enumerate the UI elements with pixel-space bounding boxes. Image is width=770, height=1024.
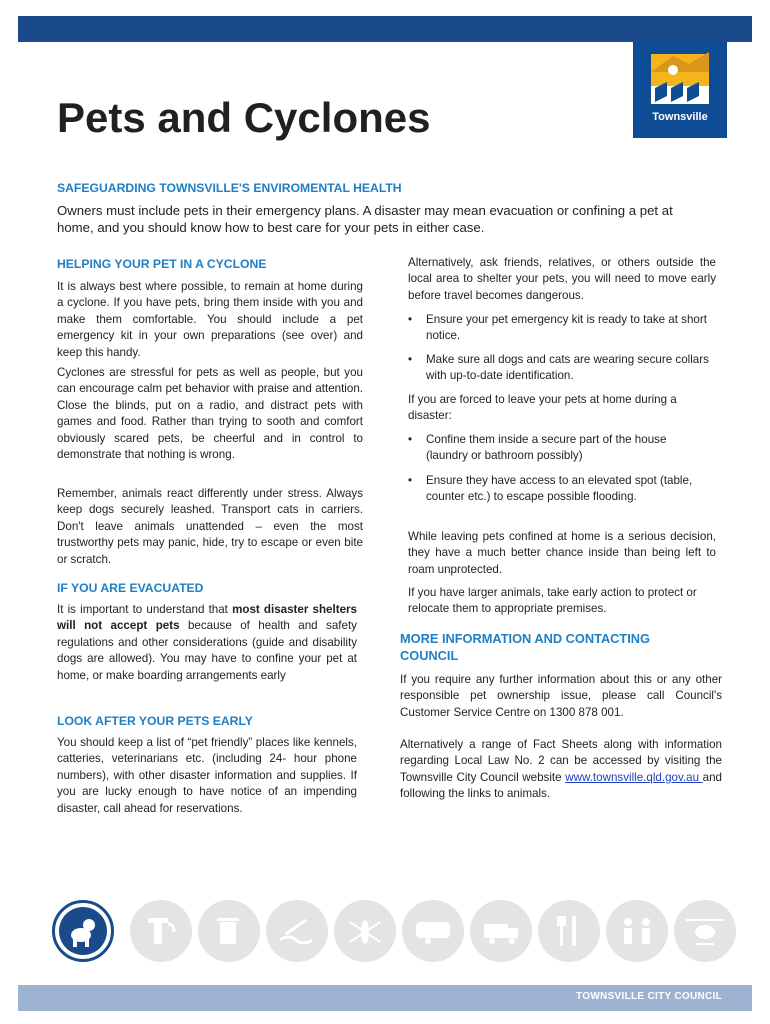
- swimming-icon: [266, 900, 328, 962]
- waste-bin-icon: [198, 900, 260, 962]
- right-para-1: Alternatively, ask friends, relatives, or others outside the local area to shelter your pets, you will need to move early before travel becomes dangerous.: [408, 256, 716, 302]
- more-info-para-2-post: and following the links to animals.: [400, 770, 722, 801]
- bullet-dot-icon: •: [408, 474, 413, 487]
- bullet-dot-icon: •: [408, 433, 413, 446]
- bullet-text: Make sure all dogs and cats are wearing secure collars with up-to-date identification.: [426, 353, 709, 383]
- truck-icon: [470, 900, 532, 962]
- evacuated-text-bold: most disaster shelters will not accept pets: [57, 603, 357, 633]
- intro-text: [57, 202, 717, 236]
- logo-text: Townsville: [652, 111, 708, 123]
- more-info-para-2-pre: Alternatively a range of Fact Sheets along with information regarding Local Law No. 2 can be accessed by visiting the Townsville City Council website: [400, 738, 722, 784]
- more-info-heading-line-2: COUNCIL: [400, 648, 459, 663]
- townsville-logo: [633, 42, 727, 138]
- helicopter-icon: [674, 900, 736, 962]
- evacuated-text-pre: It is important to understand that: [57, 603, 233, 616]
- water-tap-icon: [130, 900, 192, 962]
- service-icons-row: [50, 900, 770, 970]
- bullet-dot-icon: •: [408, 313, 413, 326]
- bullet-item: [408, 473, 716, 523]
- townsville-logo-icon: [633, 42, 727, 112]
- bullet-text: Ensure your pet emergency kit is ready to take at short notice.: [426, 313, 707, 343]
- caravan-icon: [402, 900, 464, 962]
- page-title: Pets and Cyclones: [57, 94, 431, 141]
- bullet-text: Confine them inside a secure part of the house (laundry or bathroom possibly): [426, 433, 667, 463]
- food-cutlery-icon: [538, 900, 600, 962]
- evacuated-text: [57, 602, 357, 684]
- footer-bar: [18, 985, 752, 1011]
- helping-para-2: Cyclones are stressful for pets as well as people, but you can encourage calm pet behavior with praise and attention. Close the blinds, put on a radio, and distract pets with games and food. Rather than trying to sooth and comfort obviously scared pets, be cheerful and in control to demonstrate that nothing is wrong.: [57, 366, 363, 462]
- lookafter-heading: LOOK AFTER YOUR PETS EARLY: [57, 714, 253, 728]
- evacuated-text-post: because of health and safety regulations and other considerations (guide and disability dogs are allowed). You may have to confine your pet at home, or make boarding arrangements early: [57, 619, 357, 682]
- right-para-4: If you have larger animals, take early action to protect or relocate them to appropriate premises.: [408, 586, 697, 616]
- top-banner-bar: [18, 16, 752, 42]
- helping-para-1: It is always best where possible, to remain at home during a cyclone. If you have pets, bring them inside with you and make them comfortable. You should include a pet emergency kit in your own preparations (see over) and keep this handy.: [57, 280, 363, 359]
- right-para-3: While leaving pets confined at home is a serious decision, they have a much better chance inside than being left to roam unprotected.: [408, 530, 716, 576]
- lookafter-text: You should keep a list of “pet friendly” places like kennels, catteries, veterinarians etc. (including 24- hour phone numbers), with other disaster information and supplies. If you are lucky enough to have notice of an impending disaster, call ahead for reservations.: [57, 736, 357, 815]
- right-para-2: If you are forced to leave your pets at home during a disaster:: [408, 393, 677, 423]
- bullet-item: [408, 312, 716, 346]
- more-info-para-1: If you require any further information about this or any other responsible pet ownership issue, please call Council's Customer Service Centre on 1300 878 001.: [400, 673, 722, 719]
- more-info-heading: [400, 630, 650, 664]
- bullet-dot-icon: •: [408, 353, 413, 366]
- council-website-link[interactable]: www.townsville.qld.gov.au: [565, 770, 703, 784]
- mosquito-icon: [334, 900, 396, 962]
- more-info-para-2: [400, 737, 722, 803]
- bullet-text: Ensure they have access to an elevated spot (table, counter etc.) to escape possible flooding.: [426, 474, 693, 504]
- bullet-item: [408, 352, 716, 386]
- more-info-heading-line-1: MORE INFORMATION AND CONTACTING: [400, 631, 650, 646]
- evacuated-heading: IF YOU ARE EVACUATED: [57, 581, 204, 595]
- intro-heading: SAFEGUARDING TOWNSVILLE'S ENVIROMENTAL HEALTH: [57, 181, 402, 195]
- footer-council-name: TOWNSVILLE CITY COUNCIL: [576, 991, 722, 1002]
- bullet-item: [408, 432, 716, 466]
- helping-heading: HELPING YOUR PET IN A CYCLONE: [57, 257, 267, 271]
- helping-para-3: Remember, animals react differently under stress. Always keep dogs securely leashed. Transport cats in carriers. Don't leave animals unattended – even the most trustworthy pets may panic, hide, try to escape or even bite or scratch.: [57, 487, 363, 566]
- pet-dog-icon: [52, 900, 114, 962]
- intro-line-2: home, and you should know how to best care for your pets in either case.: [57, 220, 485, 235]
- intro-line-1: Owners must include pets in their emergency plans. A disaster may mean evacuation or confining a pet at: [57, 203, 673, 218]
- people-icon: [606, 900, 668, 962]
